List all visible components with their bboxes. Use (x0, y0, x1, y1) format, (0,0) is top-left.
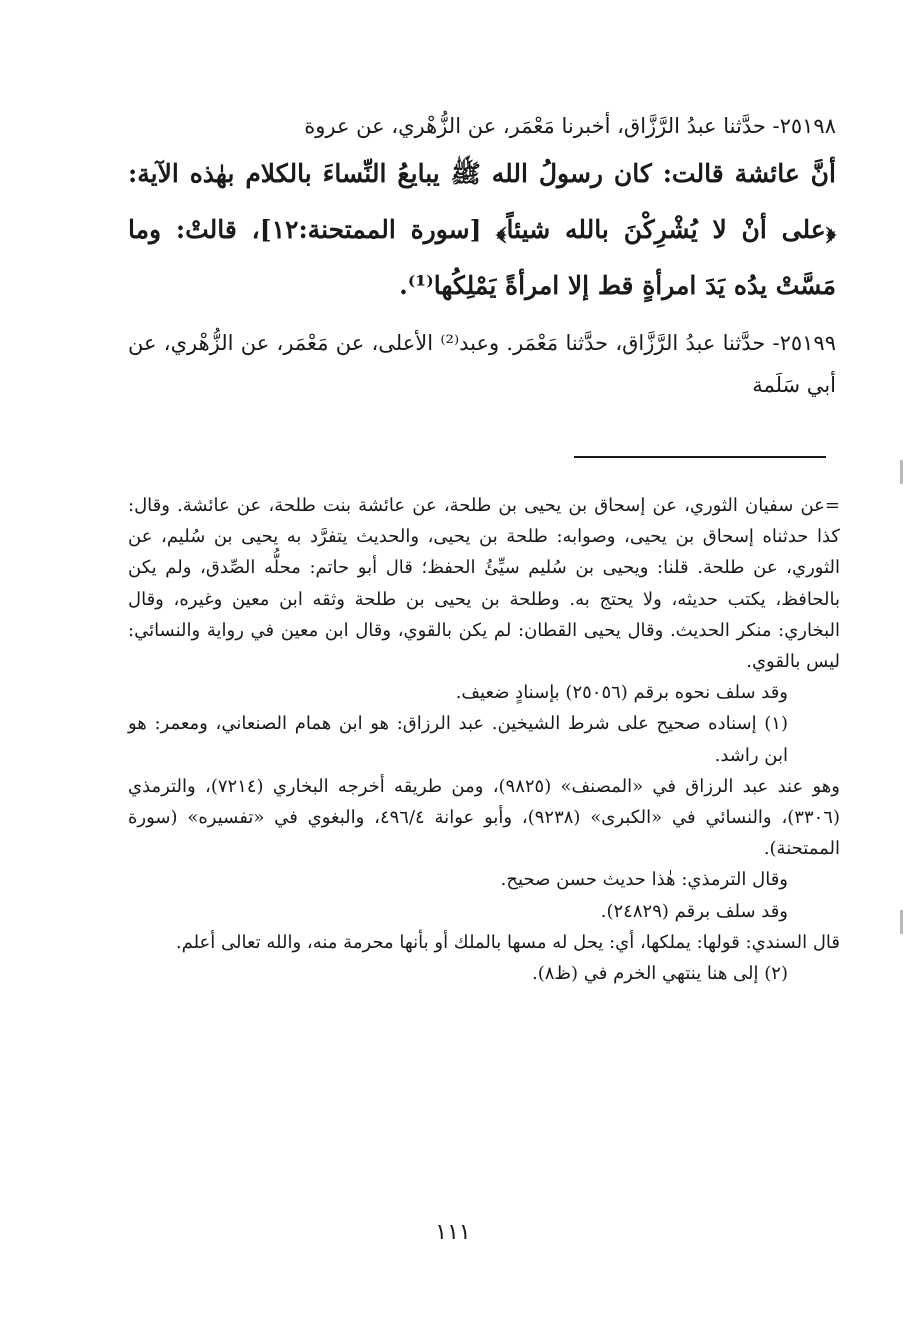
footnote-paragraph: قال السندي: قولها: يملكها، أي: يحل له مسها بالملك أو بأنها محرمة منه، والله تعالى أعلم. (175, 931, 840, 953)
hadith-25199: ٢٥١٩٩- حدَّثنا عبدُ الرَّزَّاق، حدَّثنا مَعْمَر. وعبد⁽²⁾ الأعلى، عن مَعْمَر، عن الزُّهْري، عن أبي سَلَمة (128, 331, 836, 397)
footnote-divider (574, 456, 826, 458)
footnote-paragraph: =عن سفيان الثوري، عن إسحاق بن يحيى بن طلحة، عن عائشة بنت طلحة، عن عائشة. وقال: كذا حدثناه إسحاق بن يحيى، وصوابه: طلحة بن يحيى، والحديث يتفرَّد به يحيى بن سُليم، عن الثوري، عن طلحة. قلنا: ويحيى بن سُليم سيِّئُ الحفظ؛ قال أبو حاتم: محلُّه الصِّدق، ولم يكن بالحافظ، يكتب حديثه، ولا يحتج به. وطلحة بن يحيى بن طلحة وثقه ابن معين وغيره، وقال البخاري: منكر الحديث. وقال يحيى القطان: لم يكن بالقوي، وقال ابن معين في رواية والنسائي: ليس بالقوي. (128, 495, 840, 673)
footnote-paragraph: وقد سلف نحوه برقم (٢٥٠٥٦) بإسنادٍ ضعيف. (455, 682, 788, 704)
hadith-25198-isnad: ٢٥١٩٨- حدَّثنا عبدُ الرَّزَّاق، أخبرنا مَعْمَر، عن الزُّهْري، عن عروة (304, 114, 836, 138)
footnote-paragraph: (٢) إلى هنا ينتهي الخرم في (ظ٨). (531, 963, 788, 985)
hadith-25198-matn: أنَّ عائشة قالت: كان رسولُ الله ﷺ يبايعُ النِّساءَ بالكلام بهٰذه الآية: ﴿على أنْ لا يُشْرِكْنَ بالله شيئاً﴾ [سورة الممتحنة:١٢]، قالتْ: وما مَسَّتْ يدُه يَدَ امرأةٍ قط إلا امرأةً يَمْلِكُها⁽¹⁾. (128, 159, 836, 300)
footnotes (128, 490, 840, 989)
scan-edge-mark (900, 460, 903, 484)
footnote-paragraph: (١) إسناده صحيح على شرط الشيخين. عبد الرزاق: هو ابن همام الصنعاني، ومعمر: هو ابن راشد. (128, 713, 788, 766)
scan-edge-mark (900, 910, 903, 934)
page-number: ١١١ (435, 1220, 471, 1245)
footnote-paragraph: وقد سلف برقم (٢٤٨٢٩). (600, 900, 788, 922)
footnote-paragraph: وهو عند عبد الرزاق في «المصنف» (٩٨٢٥)، ومن طريقه أخرجه البخاري (٧٢١٤)، والترمذي (٣٣٠٦)، والنسائي في «الكبرى» (٩٢٣٨)، وأبو عوانة ٤٩٦/٤، والبغوي في «تفسيره» (سورة الممتحنة). (128, 775, 840, 860)
footnote-paragraph: وقال الترمذي: هٰذا حديث حسن صحيح. (500, 869, 788, 891)
main-text (128, 106, 836, 406)
